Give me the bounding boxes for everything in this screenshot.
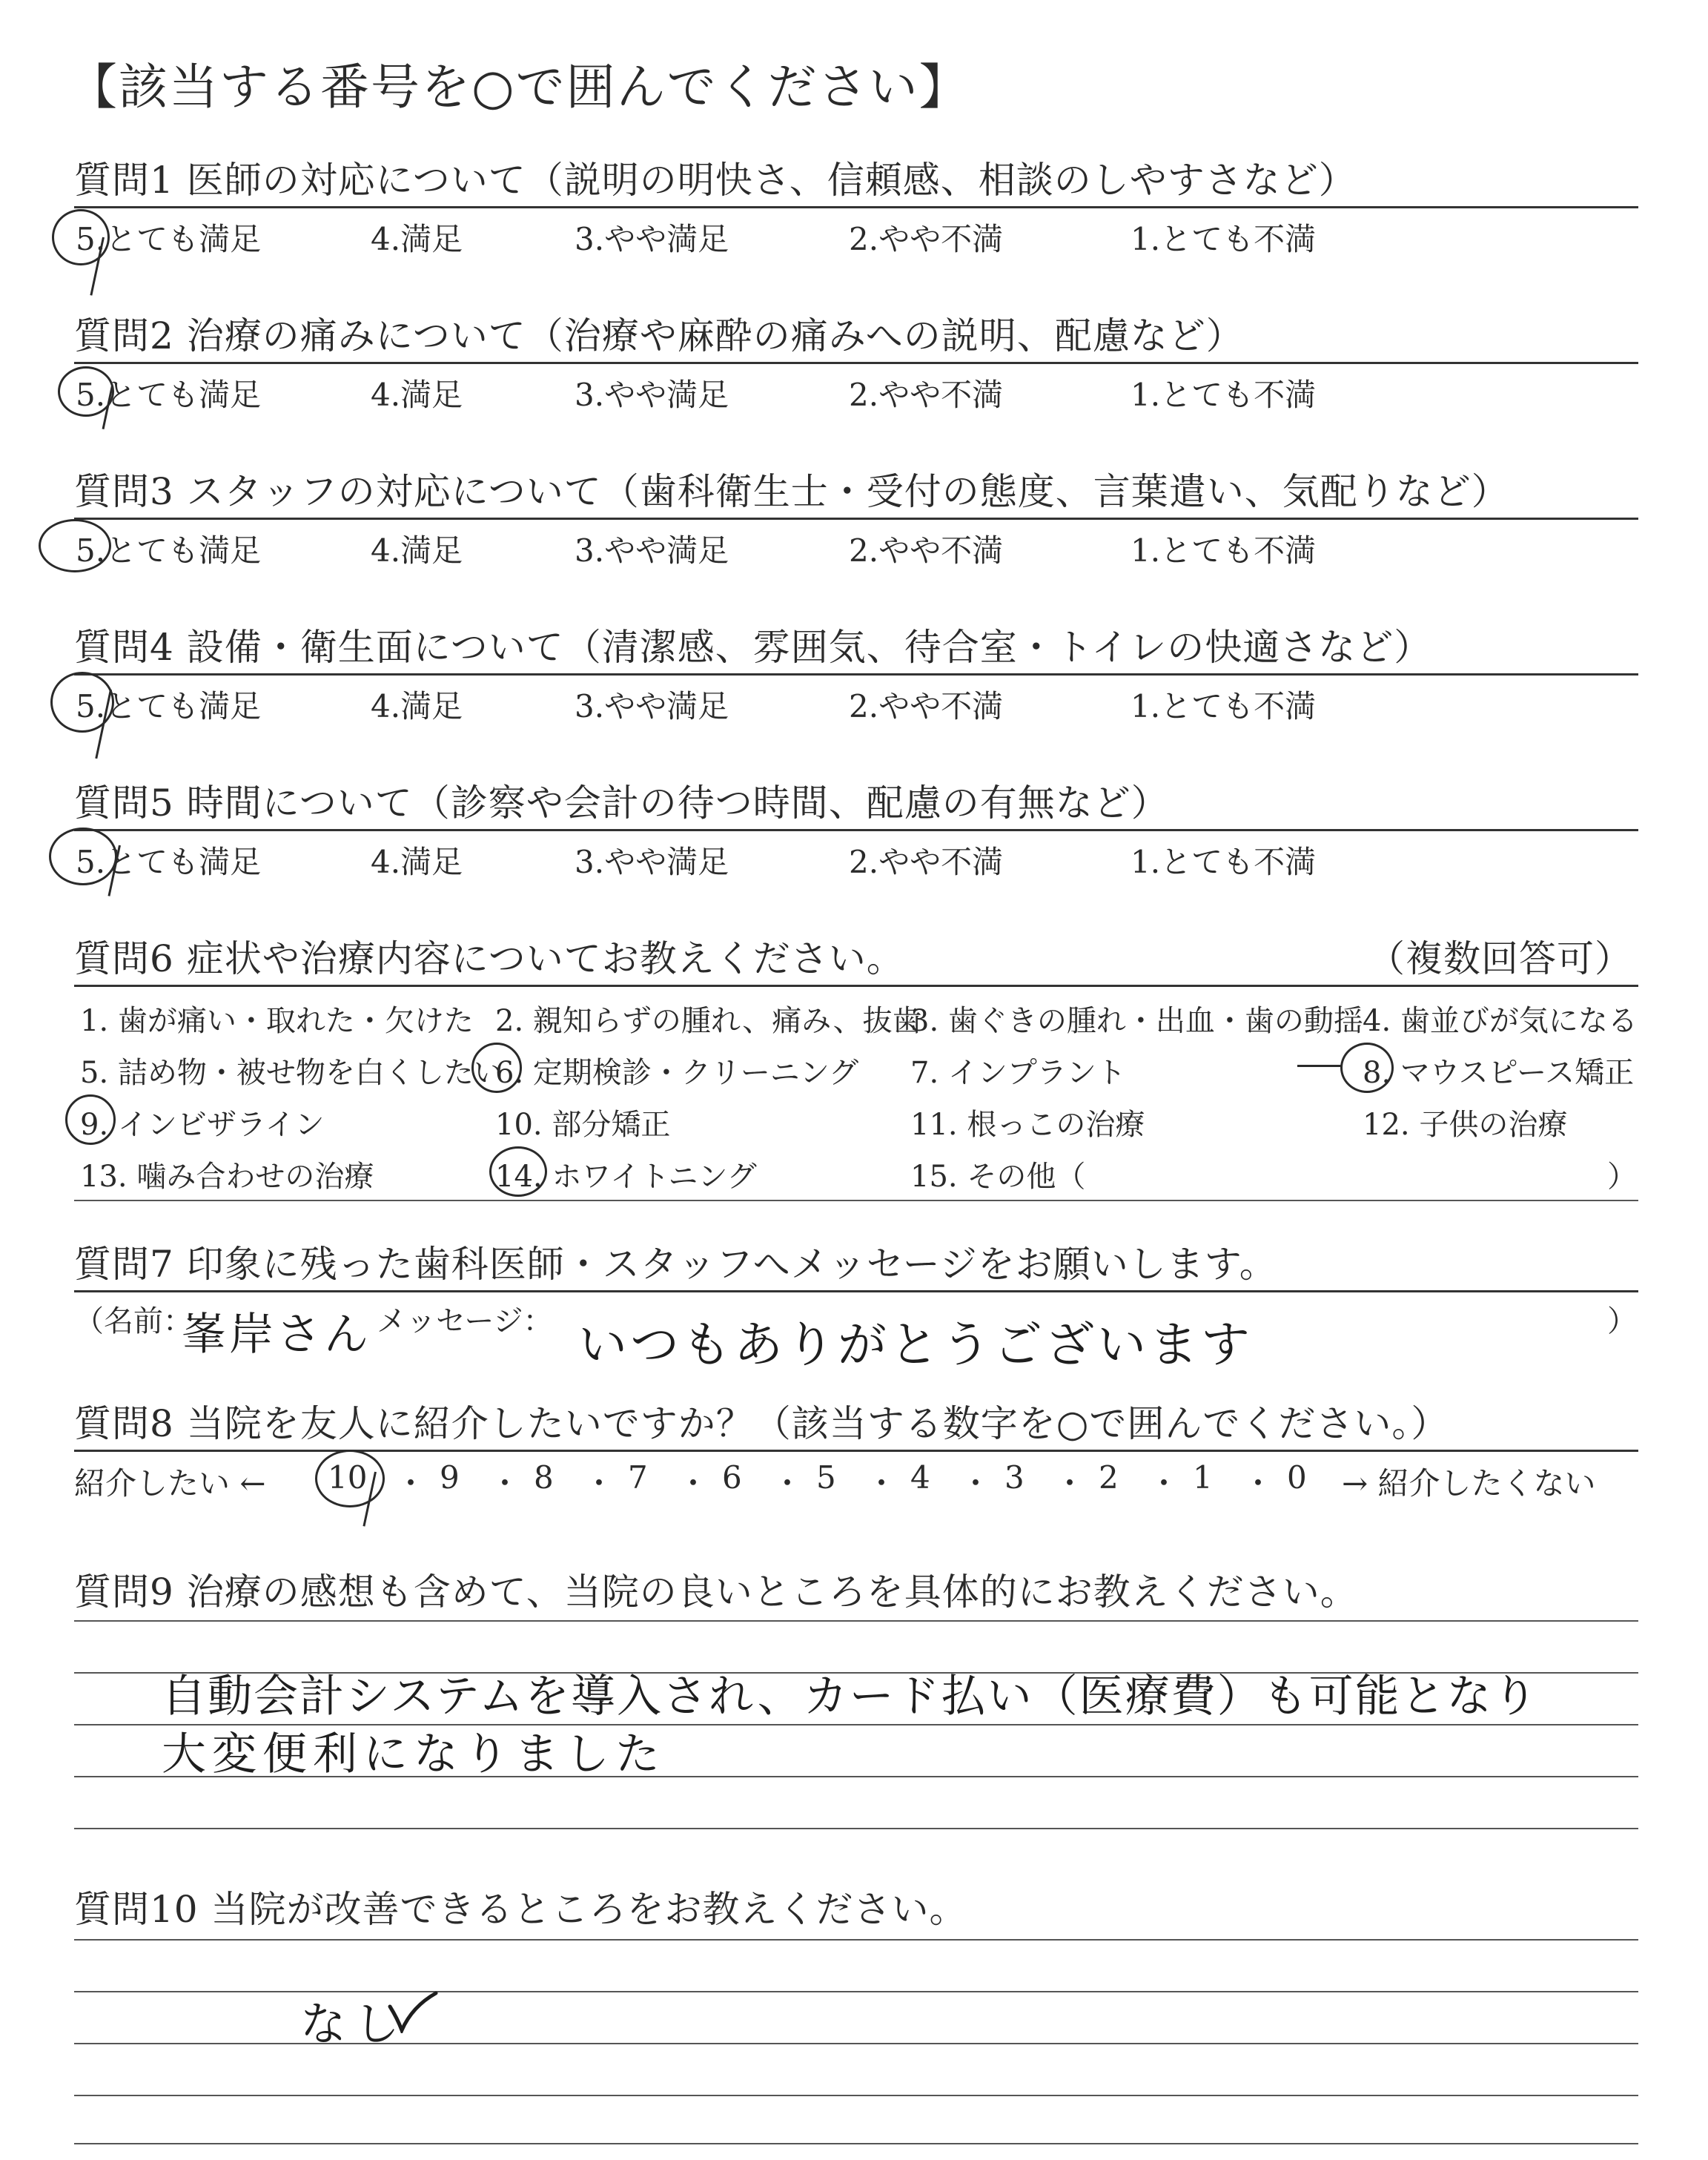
selection-circle — [1340, 1043, 1394, 1093]
q6-item-10[interactable]: 10. 部分矯正 — [495, 1108, 671, 1142]
scale-5[interactable]: 5 — [816, 1459, 836, 1496]
q5-option-5[interactable]: 5.とても満足 — [76, 844, 262, 880]
writing-line — [74, 2143, 1638, 2144]
scale-1[interactable]: 1 — [1193, 1459, 1213, 1496]
q5-option-2[interactable]: 2.やや不満 — [849, 844, 1004, 880]
divider — [74, 1290, 1638, 1292]
question-5-label: 質問5 時間について（診察や会計の待つ時間、配慮の有無など） — [74, 782, 1169, 825]
scale-8[interactable]: 8 — [534, 1459, 554, 1496]
name-label: （名前： — [74, 1304, 193, 1338]
q1-option-1[interactable]: 1.とても不満 — [1131, 221, 1317, 257]
not-recommend-label: → 紹介したくない — [1342, 1465, 1596, 1502]
selection-circle — [65, 1094, 116, 1145]
q6-item-4[interactable]: 4. 歯並びが気になる — [1363, 1004, 1638, 1038]
question-7-label: 質問7 印象に残った歯科医師・スタッフへメッセージをお願いします。 — [74, 1243, 1277, 1286]
question-6-label: 質問6 症状や治療内容についてお教えください。 — [74, 937, 904, 980]
q6-item-12[interactable]: 12. 子供の治療 — [1363, 1108, 1568, 1142]
name-answer[interactable]: 峯岸さん — [182, 1309, 371, 1361]
scale-dot: ・ — [1242, 1465, 1274, 1502]
q4-option-2[interactable]: 2.やや不満 — [849, 688, 1004, 724]
q5-option-3[interactable]: 3.やや満足 — [575, 844, 729, 880]
selection-circle — [471, 1043, 522, 1093]
q6-item-15-close: ） — [1607, 1160, 1637, 1194]
scale-dot: ・ — [1054, 1465, 1086, 1502]
scale-6[interactable]: 6 — [722, 1459, 742, 1496]
recommend-label: 紹介したい ← — [74, 1465, 266, 1502]
scale-dot: ・ — [489, 1465, 521, 1502]
message-label: メッセージ： — [377, 1304, 553, 1338]
scale-dot: ・ — [1148, 1465, 1180, 1502]
scale-2[interactable]: 2 — [1099, 1459, 1119, 1496]
q2-option-3[interactable]: 3.やや満足 — [575, 377, 729, 413]
q6-item-9[interactable]: 9. インビザライン — [80, 1108, 325, 1142]
scale-dot: ・ — [583, 1465, 615, 1502]
q6-item-5[interactable]: 5. 詰め物・被せ物を白くしたい — [80, 1056, 503, 1090]
divider — [74, 673, 1638, 676]
q5-option-4[interactable]: 4.満足 — [371, 844, 463, 880]
question-1-label: 質問1 医師の対応について（説明の明快さ、信頼感、相談のしやすさなど） — [74, 159, 1357, 202]
divider — [74, 1450, 1638, 1452]
scale-0[interactable]: 0 — [1287, 1459, 1307, 1496]
divider — [74, 206, 1638, 208]
question-8-label: 質問8 当院を友人に紹介したいですか？（該当する数字を○で囲んでください。） — [74, 1402, 1449, 1445]
scale-7[interactable]: 7 — [628, 1459, 648, 1496]
q6-item-7[interactable]: 7. インプラント — [910, 1056, 1126, 1090]
q6-item-2[interactable]: 2. 親知らずの腫れ、痛み、抜歯 — [495, 1004, 922, 1038]
scale-10[interactable]: 10 — [328, 1459, 368, 1496]
divider — [74, 985, 1638, 987]
q9-answer-line-2[interactable]: 大変便利になりました — [162, 1728, 666, 1780]
q2-option-4[interactable]: 4.満足 — [371, 377, 463, 413]
question-3-label: 質問3 スタッフの対応について（歯科衛生士・受付の態度、言葉遣い、気配りなど） — [74, 470, 1509, 513]
message-answer[interactable]: いつもありがとうございます — [578, 1316, 1253, 1373]
divider — [74, 1200, 1638, 1201]
q6-item-8[interactable]: 8. マウスピース矯正 — [1363, 1056, 1635, 1090]
question-4-label: 質問4 設備・衛生面について（清潔感、雰囲気、待合室・トイレの快適さなど） — [74, 626, 1432, 669]
q4-option-3[interactable]: 3.やや満足 — [575, 688, 729, 724]
multiple-answer-note: （複数回答可） — [1368, 937, 1632, 980]
scale-9[interactable]: 9 — [440, 1459, 460, 1496]
q4-option-4[interactable]: 4.満足 — [371, 688, 463, 724]
q6-item-14[interactable]: 14. ホワイトニング — [495, 1160, 757, 1194]
q1-option-2[interactable]: 2.やや不満 — [849, 221, 1004, 257]
scale-dot: ・ — [395, 1465, 427, 1502]
q6-item-3[interactable]: 3. 歯ぐきの腫れ・出血・歯の動揺 — [910, 1004, 1363, 1038]
scale-dot: ・ — [772, 1465, 804, 1502]
scale-3[interactable]: 3 — [1004, 1459, 1025, 1496]
scale-dot: ・ — [866, 1465, 898, 1502]
scale-4[interactable]: 4 — [910, 1459, 930, 1496]
question-9-label: 質問9 治療の感想も含めて、当院の良いところを具体的にお教えください。 — [74, 1571, 1358, 1614]
q2-option-2[interactable]: 2.やや不満 — [849, 377, 1004, 413]
q9-answer-line-1[interactable]: 自動会計システムを導入され、カード払い（医療費）も可能となり — [162, 1671, 1539, 1723]
selection-stroke — [1297, 1065, 1342, 1067]
message-close: ） — [1607, 1304, 1637, 1338]
q4-option-1[interactable]: 1.とても不満 — [1131, 688, 1317, 724]
q1-option-4[interactable]: 4.満足 — [371, 221, 463, 257]
q1-option-3[interactable]: 3.やや満足 — [575, 221, 729, 257]
q3-option-1[interactable]: 1.とても不満 — [1131, 532, 1317, 569]
writing-line — [74, 1939, 1638, 1941]
writing-line — [74, 2095, 1638, 2096]
q6-item-13[interactable]: 13. 噛み合わせの治療 — [80, 1160, 374, 1194]
selection-circle — [52, 209, 110, 265]
q10-answer[interactable]: なし — [300, 1997, 408, 2051]
q3-option-5[interactable]: 5.とても満足 — [76, 532, 262, 569]
scale-dot: ・ — [960, 1465, 992, 1502]
q6-item-15[interactable]: 15. その他（ — [910, 1160, 1086, 1194]
q5-option-1[interactable]: 1.とても不満 — [1131, 844, 1317, 880]
divider — [74, 829, 1638, 831]
divider — [74, 518, 1638, 520]
q3-option-4[interactable]: 4.満足 — [371, 532, 463, 569]
check-mark-icon — [387, 1989, 439, 2033]
selection-circle — [489, 1146, 547, 1197]
question-10-label: 質問10 当院が改善できるところをお教えください。 — [74, 1888, 967, 1931]
q6-item-11[interactable]: 11. 根っこの治療 — [910, 1108, 1145, 1142]
q4-option-5[interactable]: 5.とても満足 — [76, 688, 262, 724]
writing-line — [74, 1828, 1638, 1829]
selection-circle — [39, 519, 111, 572]
q3-option-2[interactable]: 2.やや不満 — [849, 532, 1004, 569]
question-2-label: 質問2 治療の痛みについて（治療や麻酔の痛みへの説明、配慮など） — [74, 314, 1244, 357]
scale-dot: ・ — [678, 1465, 709, 1502]
page-title: 【該当する番号を○で囲んでください】 — [68, 59, 970, 116]
q3-option-3[interactable]: 3.やや満足 — [575, 532, 729, 569]
q6-item-6[interactable]: 6. 定期検診・クリーニング — [495, 1056, 859, 1090]
q2-option-5[interactable]: 5.とても満足 — [76, 377, 262, 413]
q1-option-5[interactable]: 5.とても満足 — [76, 221, 262, 257]
q6-item-1[interactable]: 1. 歯が痛い・取れた・欠けた — [80, 1004, 474, 1038]
selection-circle — [49, 828, 117, 885]
q2-option-1[interactable]: 1.とても不満 — [1131, 377, 1317, 413]
divider — [74, 362, 1638, 364]
writing-line — [74, 1620, 1638, 1622]
